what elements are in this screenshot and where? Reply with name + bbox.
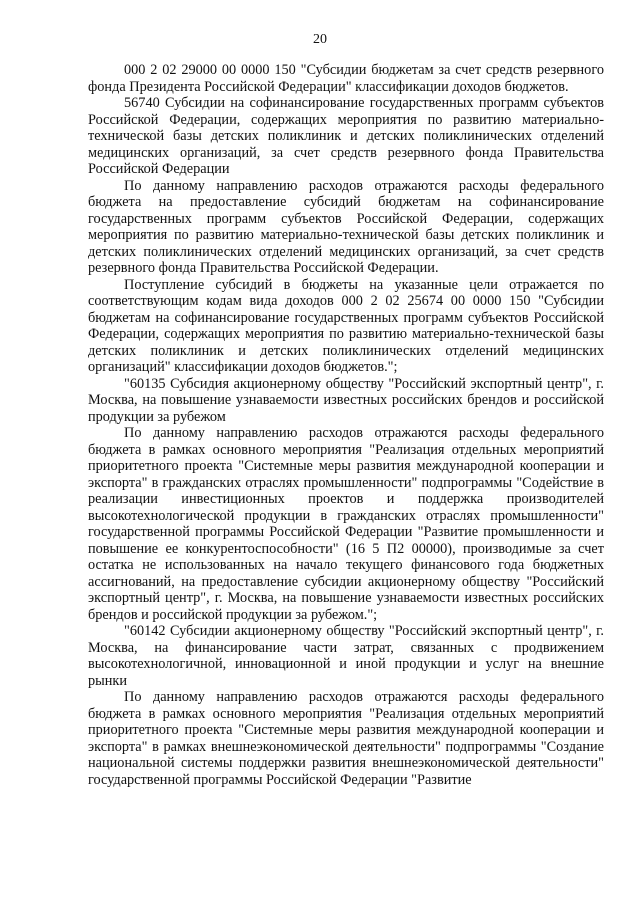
page-number: 20	[313, 32, 327, 47]
paragraph-56740-heading: 56740 Субсидии на софинансирование государственных программ субъектов Российской Федерации, содержащих мероприятия по развитию материально-технической базы детских поликлиник и детских поликлинических отделений медицинских организаций, за счет средств резервного фонда Правительства Российской Федерации	[88, 95, 604, 177]
paragraph-60135-heading: "60135 Субсидия акционерному обществу "Российский экспортный центр", г. Москва, на повышение узнаваемости известных российских брендов и российской продукции за рубежом	[88, 375, 604, 425]
paragraph-56740-revenue: Поступление субсидий в бюджеты на указанные цели отражается по соответствующим кодам вида доходов 000 2 02 25674 00 0000 150 "Субсидии бюджетам на софинансирование государственных программ субъектов Российской Федерации, содержащих мероприятия по развитию материально-технической базы детских поликлиник и детских поликлинических отделений медицинских организаций" классификации доходов бюджетов.";	[88, 276, 604, 375]
document-body	[88, 62, 604, 788]
paragraph-60142-description: По данному направлению расходов отражаются расходы федерального бюджета в рамках основного мероприятия "Реализация отдельных мероприятий приоритетного проекта "Системные меры развития международной кооперации и экспорта" в рамках внешнеэкономической деятельности" подпрограммы "Создание национальной системы поддержки развития внешнеэкономической деятельности" государственной программы Российской Федерации "Развитие	[88, 689, 604, 788]
paragraph-56740-description: По данному направлению расходов отражаются расходы федерального бюджета на предоставление субсидий бюджетам на софинансирование государственных программ субъектов Российской Федерации, содержащих мероприятия по развитию материально-технической базы детских поликлиник и детских поликлинических отделений медицинских организаций, за счет средств резервного фонда Правительства Российской Федерации.	[88, 177, 604, 276]
paragraph-60142-heading: "60142 Субсидии акционерному обществу "Российский экспортный центр", г. Москва, на финансирование части затрат, связанных с продвижением высокотехнологичной, инновационной и иной продукции и услуг на внешние рынки	[88, 623, 604, 689]
paragraph-budget-code: 000 2 02 29000 00 0000 150 "Субсидии бюджетам за счет средств резервного фонда Президента Российской Федерации" классификации доходов бюджетов.	[88, 62, 604, 95]
paragraph-60135-description: По данному направлению расходов отражаются расходы федерального бюджета в рамках основного мероприятия "Реализация отдельных мероприятий приоритетного проекта "Системные меры развития международной кооперации и экспорта" в гражданских отраслях промышленности" подпрограммы "Содействие в реализации инвестиционных проектов и поддержка производителей высокотехнологической продукции в гражданских отраслях промышленности" государственной программы Российской Федерации "Развитие промышленности и повышение ее конкурентоспособности" (16 5 П2 00000), производимые за счет остатка не использованных на начало текущего финансового года бюджетных ассигнований, на предоставление субсидии акционерному обществу "Российский экспортный центр", г. Москва, на повышение узнаваемости известных российских брендов и российской продукции за рубежом.";	[88, 425, 604, 623]
